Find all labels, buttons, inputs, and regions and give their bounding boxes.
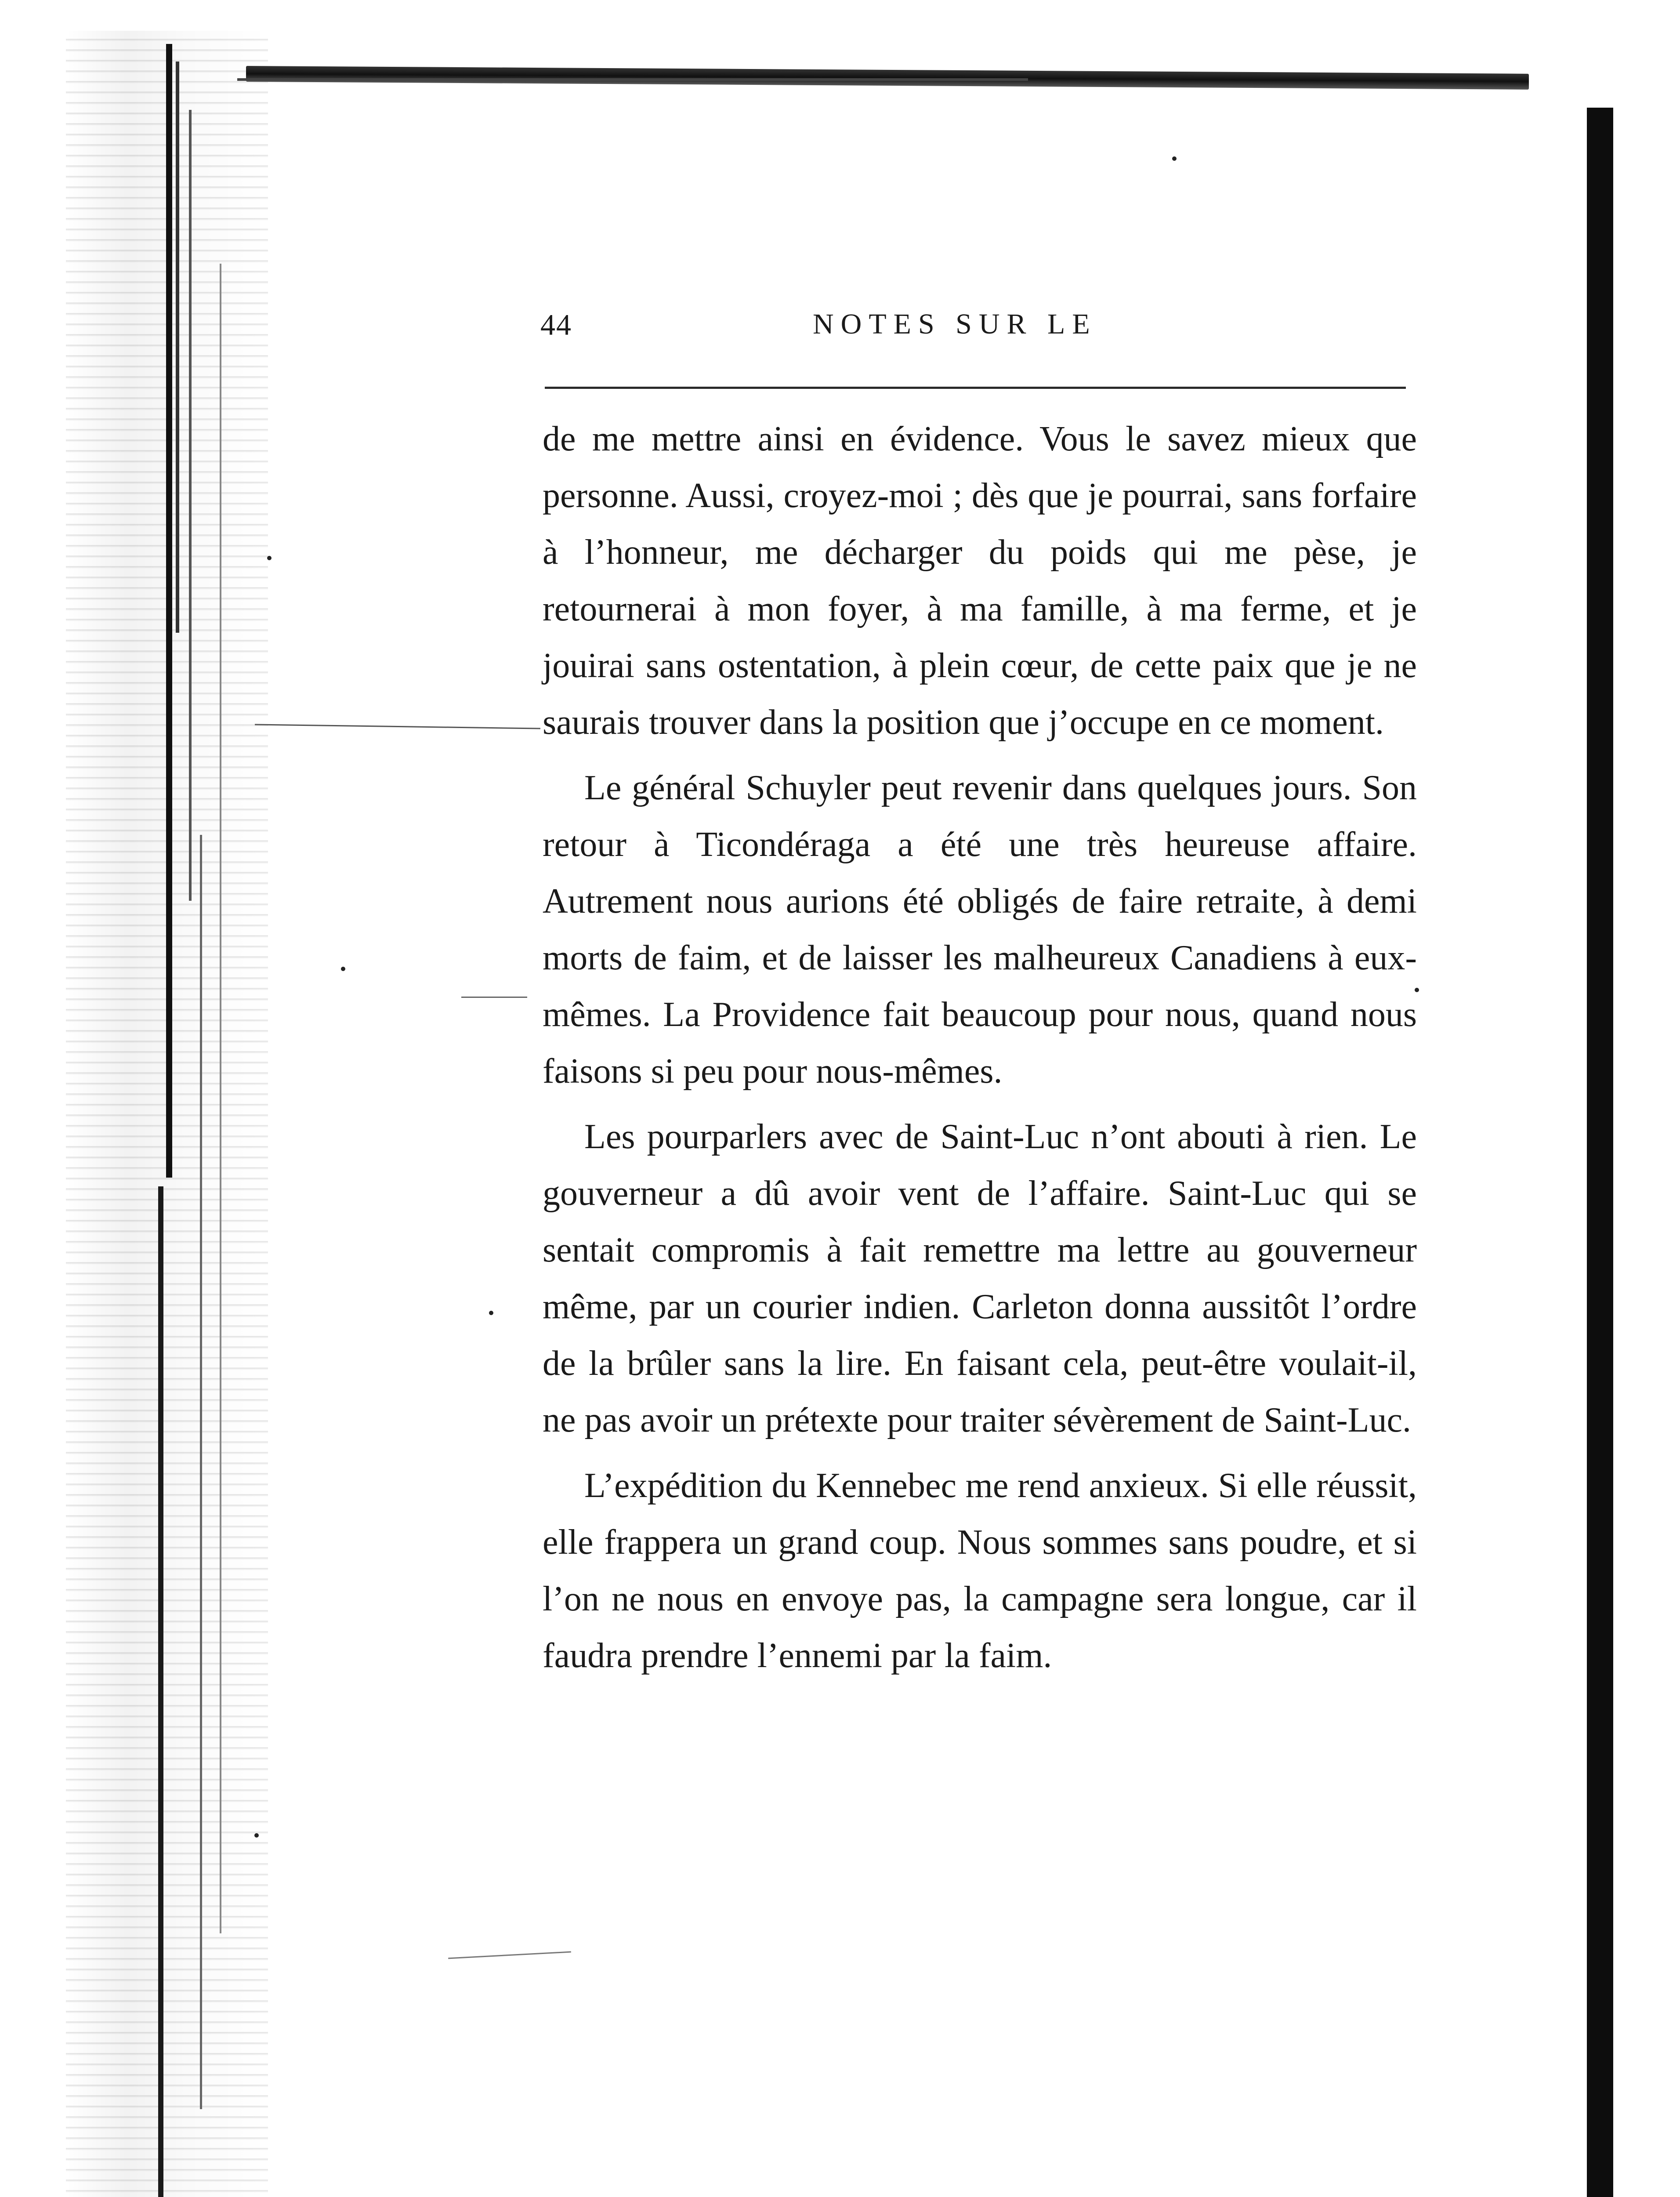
running-title: NOTES SUR LE — [813, 308, 1097, 340]
header-rule — [545, 387, 1406, 389]
paragraph: L’expédition du Kennebec me rend anxieux. Si elle réussit, elle frappera un grand coup. Nous sommes sans poudre, et si l’on ne nous en envoye pas, la campagne sera longue, car il faudra prendre l’ennemi par la faim. — [543, 1466, 1417, 1675]
paragraph: Les pourparlers avec de Saint-Luc n’ont abouti à rien. Le gouverneur a dû avoir vent de l’affaire. Saint-Luc qui se sentait compromis à fait remettre ma lettre au gouverneur même, par un courier indien. Carleton donna aussitôt l’ordre de la brûler sans la lire. En faisant cela, peut-être voulait-il, ne pas avoir un prétexte pour traiter sévèrement de Saint-Luc. — [543, 1117, 1417, 1439]
body-text — [543, 411, 1417, 1693]
running-header — [540, 308, 1419, 356]
paragraph: Le général Schuyler peut revenir dans quelques jours. Son retour à Ticondéraga a été une très heureuse affaire. Autrement nous aurions été obligés de faire retraite, à demi morts de faim, et de laisser les malheureux Canadiens à eux-mêmes. La Providence fait beaucoup pour nous, quand nous faisons si peu pour nous-mêmes. — [543, 769, 1417, 1091]
page-number: 44 — [540, 308, 572, 341]
paragraph: de me mettre ainsi en évidence. Vous le savez mieux que personne. Aussi, croyez-moi ; dès que je pourrai, sans forfaire à l’honneur, me décharger du poids qui me pèse, je retournerai à mon foyer, à ma famille, à ma ferme, et je jouirai sans ostentation, à plein cœur, de cette paix que je ne saurais trouver dans la position que j’occupe en ce moment. — [543, 420, 1417, 742]
